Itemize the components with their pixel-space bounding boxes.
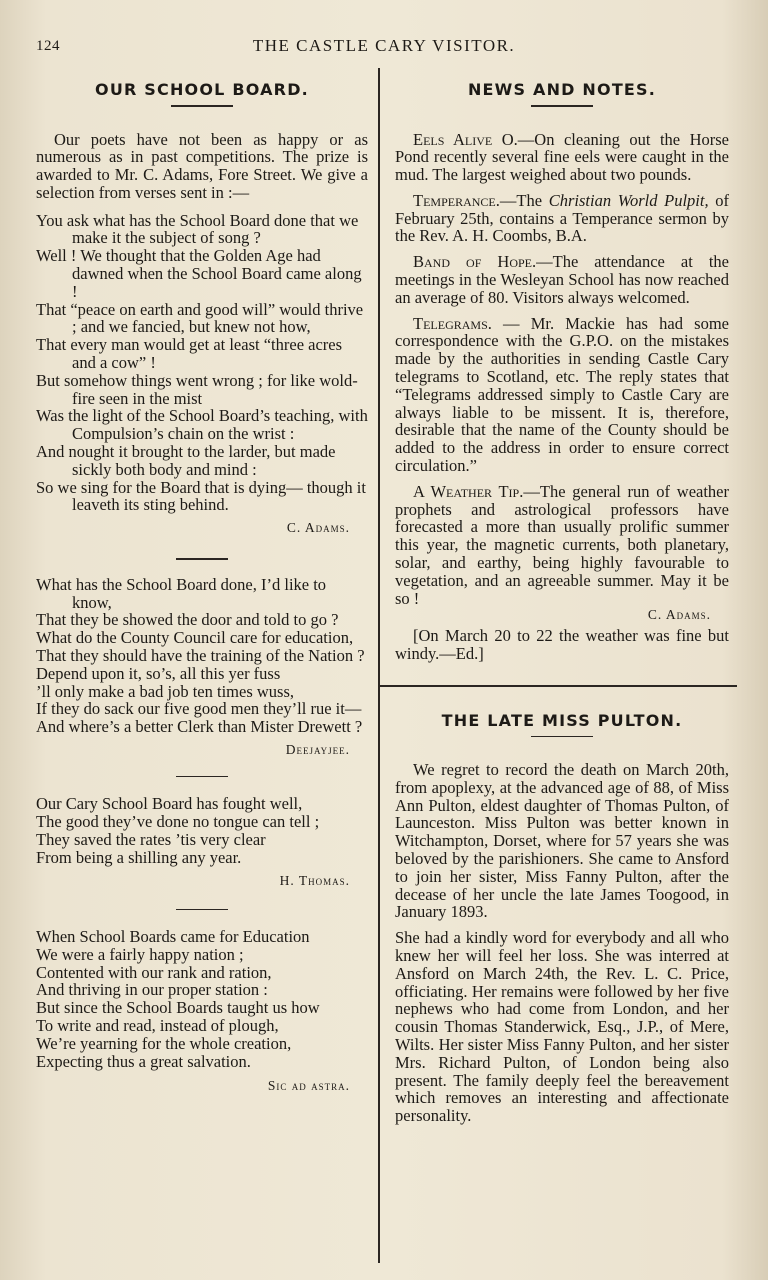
title-rule [531,736,593,738]
poem-line: That every man would get at least “three acres and a cow” ! [36,335,343,373]
article-title-miss-pulton: THE LATE MISS PULTON. [441,710,683,730]
editor-note: [On March 20 to 22 the weather was fine but windy.—Ed.] [395,626,729,664]
obituary-paragraph-1: We regret to record the death on March 20th, from apoplexy, at the advanced age of 88, of Miss Ann Pulton, eldest daughter of Thomas Pulton, of Launceston. Miss Pulton was better known in Witchampton, Dorset, where for 57 years she was beloved by the parishioners. She came to Ansford to join her sister, Miss Fanny Pulton, after the decease of her uncle the late James Toogood, in January 1893. [395,760,729,922]
note-weather-tip [395,483,729,608]
poem-1 [36,212,368,515]
poem-line: So we sing for the Board that is dying— though it leaveth its sting behind. [36,477,366,515]
poem-line: You ask what has the School Board done that we make it the subject of song ? [36,210,359,248]
section-dash [176,909,228,911]
poem-line: To write and read, instead of plough, [36,1016,279,1036]
note-body: — Mr. Mackie has had some correspondence with the G.P.O. on the mistakes made by the authorities in sending Castle Cary telegrams to Scotland, etc. The reply states that “Telegrams addressed simply to Castle Cary are always liable to be missent. It is, therefore, desirable that the name of the County should be added to the address in order to ensure correct circulation.” [395,313,729,476]
poem-line: When School Boards came for Education [36,927,310,947]
column-divider [378,68,380,1263]
note-body: —On cleaning out the Horse Pond recently several fine eels were caught in the mud. The largest weighed about two pounds. [395,129,730,185]
poem-3 [36,795,368,866]
poem-line: But since the School Boards taught us how [36,998,320,1018]
poem-line: We were a fairly happy nation ; [36,944,244,964]
poem-line: What has the School Board done, I’d like to know, [36,574,327,612]
poem-line: If they do sack our five good men they’ll rue it— [36,699,362,719]
article-title-school-board: OUR SCHOOL BOARD. [95,80,309,99]
poem-line: And nought it brought to the larder, but made sickly both body and mind : [36,442,336,479]
note-body: —The [499,190,549,210]
article-title-news-and-notes: NEWS AND NOTES. [467,80,657,99]
section-divider [379,685,737,687]
poem-4 [36,928,368,1070]
poem-line: That they should have the training of the Nation ? [36,645,365,665]
poem-2 [36,576,368,736]
title-rule [531,105,593,107]
signature-sic-ad-astra: Sic ad astra. [267,1078,350,1094]
poem-line: What do the County Council care for education, [36,628,354,648]
note-body: of February 25th, contains a Temperance sermon by the Rev. A. H. Coombs, B.A. [395,190,730,246]
left-column [36,80,368,1094]
poem-line: Expecting thus a great salvation. [36,1051,251,1071]
signature-c-adams-weather: C. Adams. [647,607,711,623]
intro-paragraph: Our poets have not been as happy or as numerous as in past competitions. The prize is awarded to Mr. C. Adams, Fore Street. We give a selection from verses sent in :— [36,129,368,202]
note-telegrams [395,315,729,475]
poem-line: That they be showed the door and told to go ? [36,610,339,630]
poem-line: Well ! We thought that the Golden Age had dawned when the School Board came along ! [36,246,362,301]
title-rule [171,105,233,107]
note-heading: Band of Hope. [413,252,537,272]
note-body: —The general run of weather prophets and astrological professors have forecasted a more than usually prolific summer this year, the magnetic currents, both planetary, solar, and earthy, being highly favourable to vegetation, and an agreeable summer. May it be so ! [395,481,730,608]
note-band-of-hope [395,253,729,306]
note-eels [395,131,729,184]
poem-line: They saved the rates ’tis very clear [36,830,266,849]
poem-line: And thriving in our proper station : [36,980,268,1000]
running-title: THE CASTLE CARY VISITOR. [252,36,516,55]
obituary-paragraph-2: She had a kindly word for everybody and all who knew her will feel her loss. She was interred at Ansford on March 24th, the Rev. L. C. Price, officiating. Her remains were followed by her five nephews who had come from London, and her cousin Thomas Standerwick, Esq., J.P., of Mere, Wilts. Her sister Miss Fanny Pulton, and her sister Mrs. Richard Pulton, of London being also present. The family deeply feel the bereavement which removes an interesting and affectionate personality. [395,928,729,1126]
section-dash [176,776,228,778]
note-heading: Eels Alive O. [413,129,518,149]
note-heading: Telegrams. [413,313,492,333]
note-heading: Temperance. [413,190,500,210]
poem-line: Our Cary School Board has fought well, [36,794,303,814]
page-header [36,36,732,60]
poem-line: Depend upon it, so’s, all this yer fuss [36,663,281,683]
poem-line: But somehow things went wrong ; for like wold-fire seen in the mist [36,370,358,408]
poem-line: ’ll only make a bad job ten times wuss, [36,681,294,701]
poem-line: Was the light of the School Board’s teaching, with Compulsion’s chain on the wrist : [36,406,368,444]
page-number: 124 [36,38,60,54]
poem-line: And where’s a better Clerk than Mister Drewett ? [36,717,363,737]
signature-deejayjee: Deejayjee. [285,741,350,757]
note-temperance [395,192,729,245]
poem-line: That “peace on earth and good will” would thrive ; and we fancied, but knew not how, [36,299,364,337]
signature-h-thomas: H. Thomas. [279,872,350,888]
publication-title: Christian World Pulpit, [548,190,709,210]
signature-c-adams: C. Adams. [286,520,350,536]
right-column [395,80,729,1125]
note-body: —The attendance at the meetings in the Wesleyan School has now reached an average of 80. Visitors always welcomed. [395,252,729,307]
note-heading: A Weather Tip. [413,481,524,501]
poem-line: We’re yearning for the whole creation, [36,1033,292,1053]
section-dash [176,558,228,560]
poem-line: Contented with our rank and ration, [36,962,272,982]
poem-line: The good they’ve done no tongue can tell ; [36,812,320,832]
poem-line: From being a shilling any year. [36,847,242,867]
